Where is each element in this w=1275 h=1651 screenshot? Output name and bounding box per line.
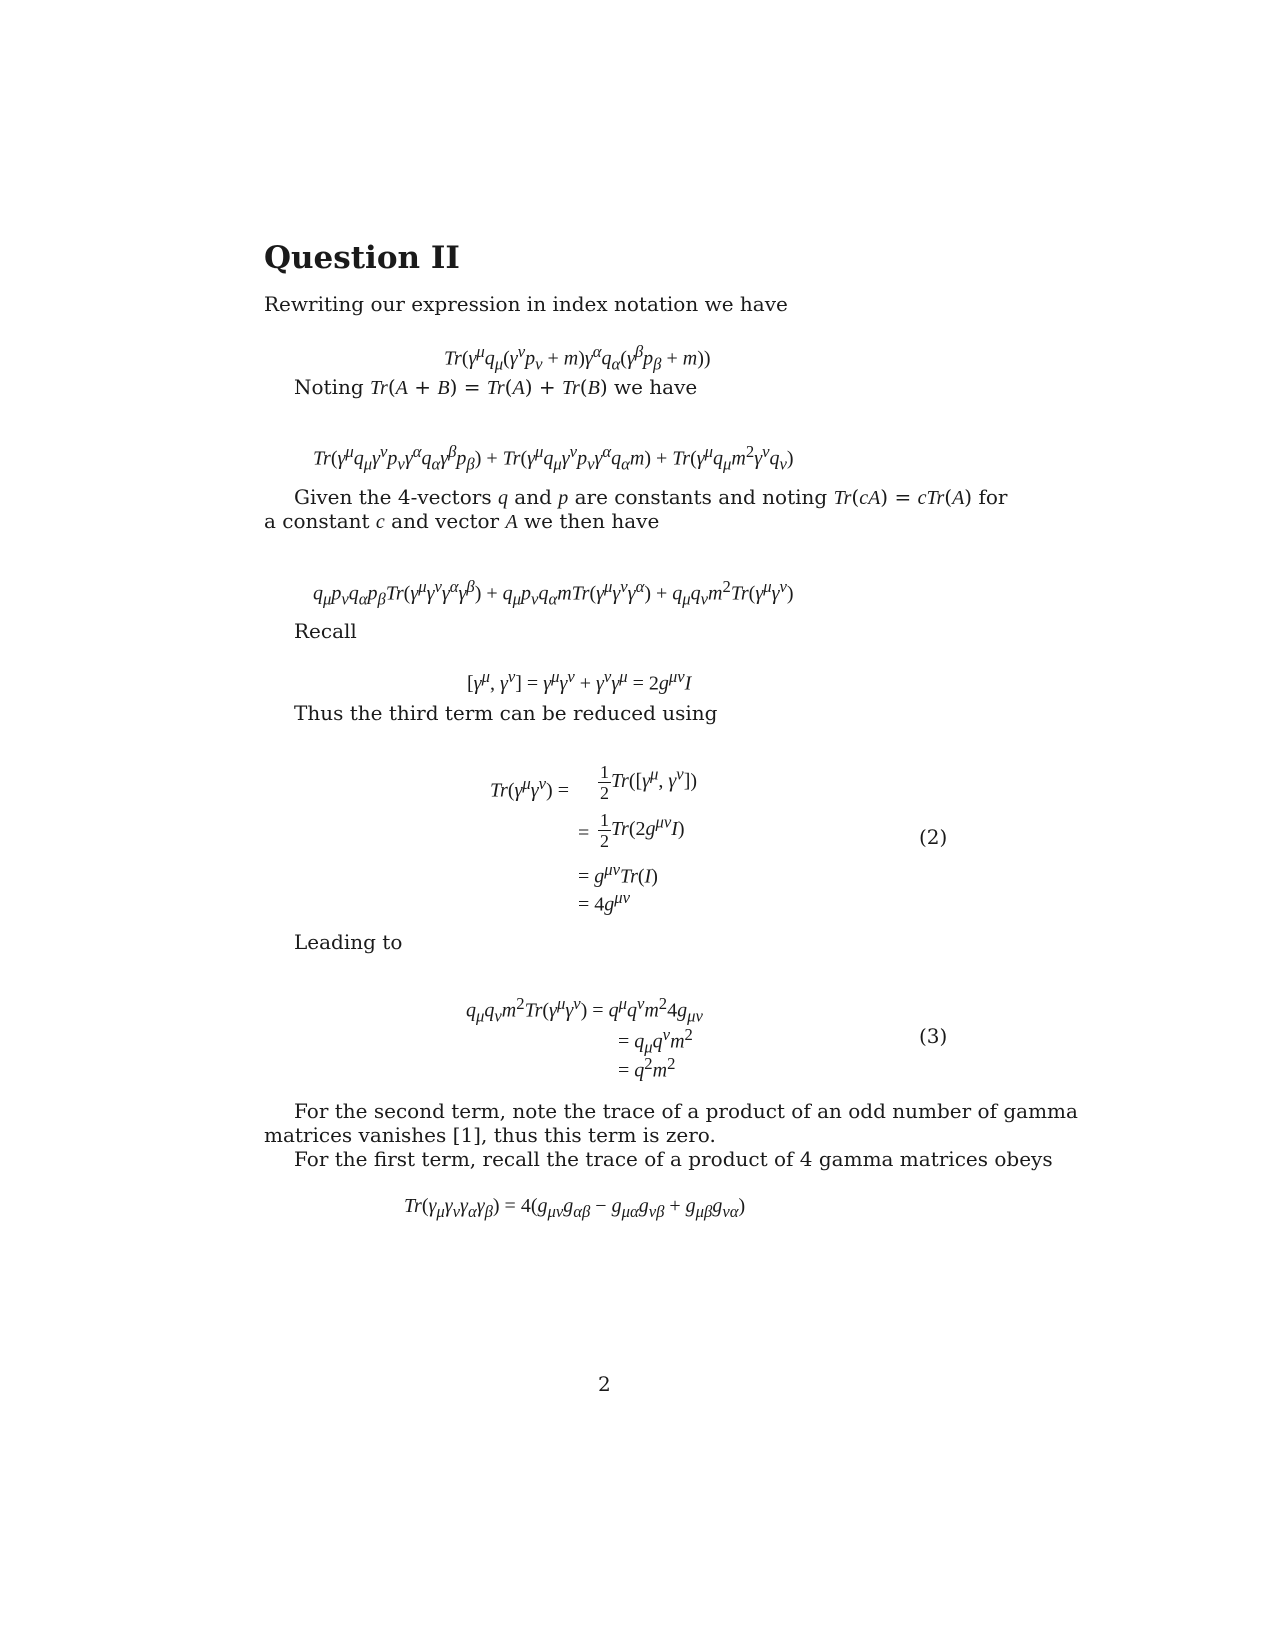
paragraph-constants-line2: a constant c and vector A we then have — [264, 509, 660, 533]
paragraph-first-term: For the first term, recall the trace of a product of 4 gamma matrices obeys — [294, 1147, 1053, 1171]
paragraph-second-term-line2: matrices vanishes [1], thus this term is zero. — [264, 1123, 716, 1147]
paragraph-recall: Recall — [294, 619, 357, 643]
equation-anticommutator: [$\gamma^\mu$, $\gamma^\nu] = \gamma^\mu\gamma^\nu + \gamma^\nu\gamma^\mu = 2g^{\mu\nu}I$ — [467, 667, 692, 695]
paragraph-leading-to: Leading to — [294, 930, 403, 954]
paragraph-constants-line1: Given the 4-vectors q and p are constants and noting Tr(cA) = cTr(A) for — [294, 485, 1008, 509]
paragraph-rewriting: Rewriting our expression in index notation we have — [264, 292, 788, 316]
section-heading: Question II — [264, 240, 460, 276]
paragraph-third-term: Thus the third term can be reduced using — [294, 701, 718, 725]
equation-number-2: (2) — [919, 825, 948, 849]
page-number: 2 — [598, 1372, 611, 1396]
equation-factored-trace: $q_\mu p_\nu q_\alpha p_\beta Tr(\gamma^\mu\gamma^\nu\gamma^\alpha\gamma^\beta) + q_\mu p_\nu q_\alpha mTr(\gamma^\mu\gamma^\nu\gamma^\alpha) + q_\mu q_\nu m^2Tr(\gamma^\mu\gamma^\nu)$ — [313, 577, 794, 609]
equation-number-3: (3) — [919, 1024, 948, 1048]
paragraph-noting-trace: Noting Tr(A + B) = Tr(A) + Tr(B) we have — [294, 375, 698, 399]
equation-index-notation: $Tr(\gamma^\mu q_\mu(\gamma^\nu p_\nu + m)\gamma^\alpha q_\alpha(\gamma^\beta p_\beta + m))$ — [444, 342, 711, 374]
equation-four-gamma-trace: $Tr(\gamma_\mu\gamma_\nu\gamma_\alpha\gamma_\beta) = 4(g_{\mu\nu}g_{\alpha\beta} - g_{\mu\alpha}g_{\nu\beta} + g_{\mu\beta}g_{\nu\alpha})$ — [404, 1195, 746, 1221]
equation-expanded-trace: $Tr(\gamma^\mu q_\mu\gamma^\nu p_\nu\gamma^\alpha q_\alpha\gamma^\beta p_\beta) + Tr(\gamma^\mu q_\mu\gamma^\nu p_\nu\gamma^\alpha q_\alpha m) + Tr(\gamma^\mu q_\mu m^2\gamma^\nu q_\nu)$ — [313, 442, 794, 474]
paragraph-second-term-line1: For the second term, note the trace of a product of an odd number of gamma — [294, 1099, 1078, 1123]
